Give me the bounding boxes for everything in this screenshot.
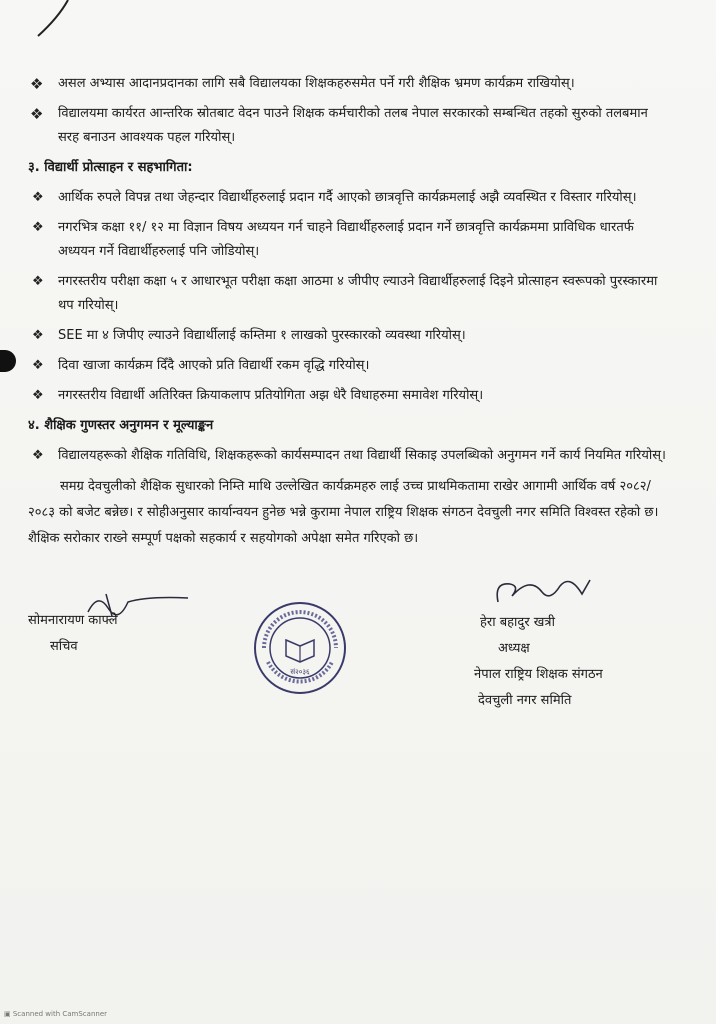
pen-mark xyxy=(30,0,70,40)
signatory-name: हेरा बहादुर खत्री xyxy=(480,615,555,630)
scanner-text: Scanned with CamScanner xyxy=(12,1010,108,1018)
signatory-right xyxy=(470,590,710,730)
list-item xyxy=(28,444,668,468)
list-item xyxy=(28,186,668,210)
scanner-watermark xyxy=(4,1010,107,1018)
closing-paragraph: समग्र देवचुलीको शैक्षिक सुधारको निम्ति माथि उल्लेखित कार्यक्रमहरु लाई उच्च प्राथमिकतामा राखेर आगामी आर्थिक वर्ष २०८२/ २०८३ को बजेट बन्नेछ। र सोहीअनुसार कार्यान्वयन हुनेछ भन्ने कुरामा नेपाल राष्ट्रिय शिक्षक संगठन देवचुली नगर समिति विश्वस्त रहेको छ। शैक्षिक सरोकार राख्ने सम्पूर्ण पक्षको सहकार्य र सहयोगको अपेक्षा समेत गरिएको छ। xyxy=(28,479,659,546)
list-item-text: नगरस्तरीय परीक्षा कक्षा ५ र आधारभूत परीक्षा कक्षा आठमा ४ जीपीए ल्याउने विद्यार्थीहरुलाई दिइने प्रोत्साहन स्वरूपको पुरस्कारमा थप गरियोस्। xyxy=(58,274,658,313)
bullet-icon: ❖ xyxy=(32,220,44,235)
bullet-icon: ❖ xyxy=(32,448,44,463)
list-item xyxy=(28,354,668,378)
list-item-text: विद्यालयहरूको शैक्षिक गतिविधि, शिक्षकहरूको कार्यसम्पादन तथा विद्यार्थी सिकाइ उपलब्धिको अनुगमन गर्ने कार्य नियमित गरियोस्। xyxy=(58,448,666,463)
bullet-icon: ❖ xyxy=(30,75,44,93)
list-item-text: नगरस्तरीय विद्यार्थी अतिरिक्त क्रियाकलाप प्रतियोगिता अझ धेरै विधाहरुमा समावेश गरियोस्। xyxy=(58,388,484,403)
signatory-name: सोमनारायण काफ्ले xyxy=(28,613,118,628)
signatory-org: नेपाल राष्ट्रिय शिक्षक संगठन xyxy=(474,667,603,682)
bullet-icon: ❖ xyxy=(32,274,44,289)
list-item xyxy=(28,270,668,318)
list-item xyxy=(28,102,668,150)
list-item xyxy=(28,216,668,264)
official-seal xyxy=(252,600,348,696)
bullet-icon: ❖ xyxy=(32,358,44,373)
punch-hole-mark xyxy=(0,350,16,372)
list-item xyxy=(28,72,668,96)
bullet-icon: ❖ xyxy=(32,190,44,205)
signatory-committee: देवचुली नगर समिति xyxy=(478,693,572,708)
bullet-icon: ❖ xyxy=(32,388,44,403)
section-heading-3: ३. विद्यार्थी प्रोत्साहन र सहभागिता: xyxy=(28,160,193,175)
list-item-text: SEE मा ४ जिपीए ल्याउने विद्यार्थीलाई कम्तिमा १ लाखको पुरस्कारको व्यवस्था गरियोस्। xyxy=(58,328,466,343)
signature-block xyxy=(0,590,716,730)
camscanner-icon: ▣ xyxy=(4,1010,11,1018)
list-item xyxy=(28,384,668,408)
list-item-text: विद्यालयमा कार्यरत आन्तरिक स्रोतबाट वेदन पाउने शिक्षक कर्मचारीको तलब नेपाल सरकारको सम्बन्धित तहको सुरुको तलबमान सरह बनाउन आवश्यक पहल गरियोस्। xyxy=(58,106,648,145)
list-item-text: असल अभ्यास आदानप्रदानका लागि सबै विद्यालयका शिक्षकहरुसमेत पर्ने गरी शैक्षिक भ्रमण कार्यक्रम राखियोस्। xyxy=(58,76,575,91)
list-item-text: आर्थिक रुपले विपन्न तथा जेहन्दार विद्यार्थीहरुलाई प्रदान गर्दै आएको छात्रवृत्ति कार्यक्रमलाई अझै व्यवस्थित र विस्तार गरियोस्। xyxy=(58,190,637,205)
list-item-text: दिवा खाजा कार्यक्रम दिँदै आएको प्रति विद्यार्थी रकम वृद्धि गरियोस्। xyxy=(58,358,370,373)
signatory-role: सचिव xyxy=(50,639,78,654)
list-item xyxy=(28,324,668,348)
document-body xyxy=(28,72,668,552)
signature-right xyxy=(490,572,600,612)
signatory-role: अध्यक्ष xyxy=(498,641,530,656)
list-item-text: नगरभित्र कक्षा ११/ १२ मा विज्ञान विषय अध्ययन गर्न चाहने विद्यार्थीहरुलाई प्रदान गर्ने छात्रवृत्ति कार्यक्रममा प्राविधिक धारतर्फ अध्ययन गर्ने विद्यार्थीहरुलाई पनि जोडियोस्। xyxy=(58,220,634,259)
bullet-icon: ❖ xyxy=(30,105,44,123)
seal-year: सं२०३६ xyxy=(290,668,310,676)
section-heading-4: ४. शैक्षिक गुणस्तर अनुगमन र मूल्याङ्कन xyxy=(28,418,214,433)
bullet-icon: ❖ xyxy=(32,328,44,343)
